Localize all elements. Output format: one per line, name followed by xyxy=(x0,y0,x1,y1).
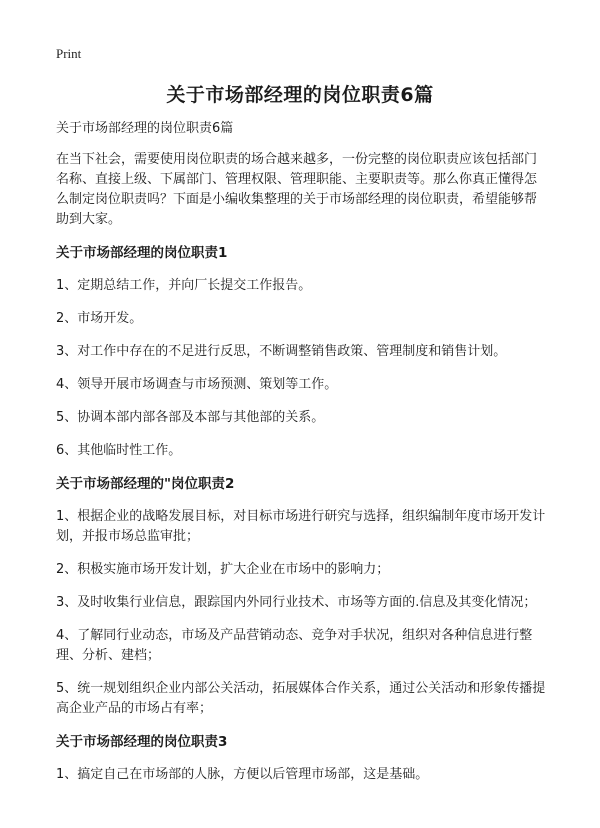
list-item: 6、其他临时性工作。 xyxy=(56,443,182,458)
section-heading: 关于市场部经理的岗位职责3 xyxy=(56,734,228,750)
section-1 xyxy=(56,243,546,461)
list-item: 4、了解同行业动态，市场及产品营销动态、竞争对手状况，组织对各种信息进行整理、分析、建档； xyxy=(56,628,533,663)
list-item: 2、市场开发。 xyxy=(56,311,143,326)
print-link[interactable]: Print xyxy=(56,46,82,61)
list-item: 1、搞定自己在市场部的人脉，方便以后管理市场部，这是基础。 xyxy=(56,767,429,782)
list-item: 1、根据企业的战略发展目标，对目标市场进行研究与选择，组织编制年度市场开发计划，并报市场总监审批； xyxy=(56,509,546,544)
list-item: 1、定期总结工作，并向厂长提交工作报告。 xyxy=(56,278,312,293)
list-item: 3、对工作中存在的不足进行反思，不断调整销售政策、管理制度和销售计划。 xyxy=(56,344,507,359)
section-3 xyxy=(56,732,546,785)
section-heading: 关于市场部经理的岗位职责1 xyxy=(56,245,228,261)
document-body xyxy=(56,119,546,798)
intro-paragraph: 在当下社会，需要使用岗位职责的场合越来越多，一份完整的岗位职责应该包括部门名称、直接上级、下属部门、管理权限、管理职能、主要职责等。那么你真正懂得怎么制定岗位职责吗？下面是小编收集整理的关于市场部经理的岗位职责，希望能够帮助到大家。 xyxy=(56,152,538,227)
list-item: 3、及时收集行业信息，跟踪国内外同行业技术、市场等方面的.信息及其变化情况； xyxy=(56,595,537,610)
list-item: 5、协调本部内部各部及本部与其他部的关系。 xyxy=(56,410,325,425)
list-item: 2、积极实施市场开发计划，扩大企业在市场中的影响力； xyxy=(56,562,390,577)
section-2 xyxy=(56,474,546,719)
list-item: 5、统一规划组织企业内部公关活动，拓展媒体合作关系，通过公关活动和形象传播提高企业产品的市场占有率； xyxy=(56,681,546,716)
document-title: 关于市场部经理的岗位职责6篇 xyxy=(166,84,434,106)
list-item: 4、领导开展市场调查与市场预测、策划等工作。 xyxy=(56,377,338,392)
document-subtitle: 关于市场部经理的岗位职责6篇 xyxy=(56,121,234,136)
section-heading: 关于市场部经理的"岗位职责2 xyxy=(56,476,235,492)
